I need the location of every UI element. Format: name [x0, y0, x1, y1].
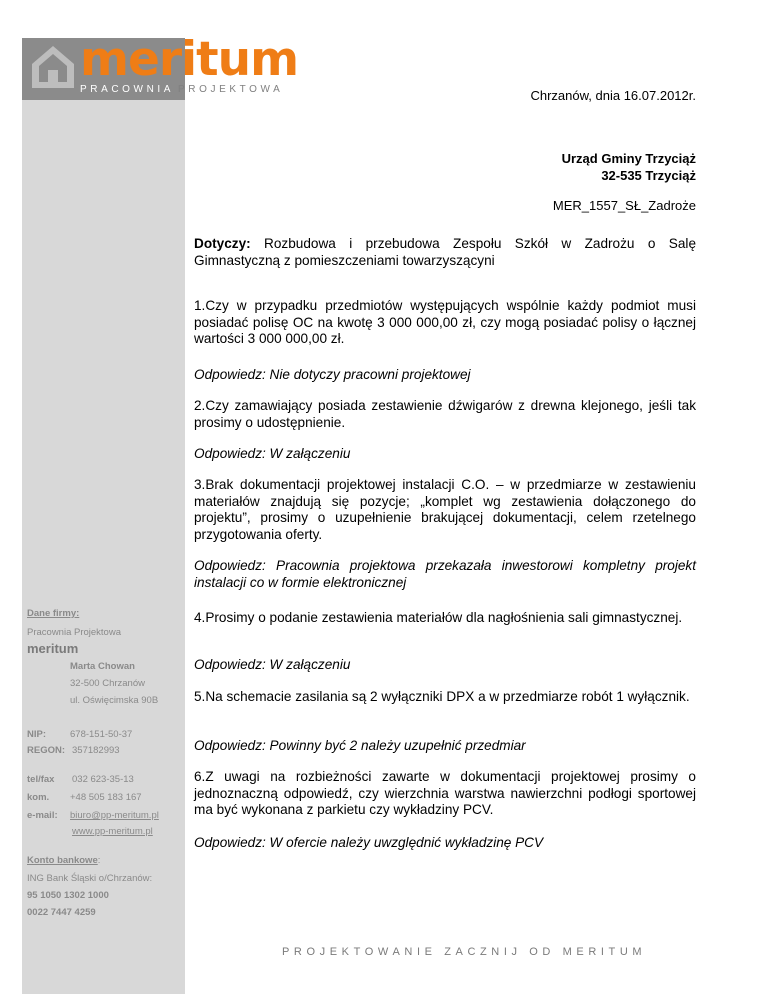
kom-label: kom. [27, 792, 50, 803]
question-5: 5.Na schemacie zasilania są 2 wyłączniki DPX a w przedmiarze robót 1 wyłącznik. [194, 689, 690, 704]
sidebar-panel [22, 38, 185, 994]
bank-name: ING Bank Śląski o/Chrzanów: [27, 873, 153, 884]
account-number-1: 95 1050 1302 1000 [27, 890, 109, 901]
email-link[interactable]: biuro@pp-meritum.pl [70, 810, 159, 821]
answer-2: Odpowiedz: W załączeniu [194, 446, 351, 461]
subject-text: Rozbudowa i przebudowa Zespołu Szkół w Zadrożu o Salę Gimnastyczną z pomieszczeniami towarzyszącyni [194, 236, 696, 268]
reference-number: MER_1557_SŁ_Zadroże [552, 198, 696, 213]
answer-4: Odpowiedz: W załączeniu [194, 657, 351, 672]
regon-value: 357182993 [72, 745, 120, 756]
question-2: 2.Czy zamawiający posiada zestawienie dźwigarów z drewna klejonego, jeśli tak prosimy o udostępnienie. [194, 398, 696, 430]
recipient-name: Urząd Gminy Trzyciąż [561, 151, 696, 166]
regon-label: REGON: [27, 745, 65, 756]
question-4: 4.Prosimy o podanie zestawienia materiałów dla nagłośnienia sali gimnastycznej. [194, 610, 683, 625]
answer-1: Odpowiedz: Nie dotyczy pracowni projektowej [194, 367, 471, 382]
logo-wordmark: meritum [80, 32, 299, 87]
logo-subtitle-left: PRACOWNIA [80, 84, 175, 95]
tel-value: 032 623-35-13 [72, 774, 134, 785]
tel-label: tel/fax [27, 774, 55, 785]
account-number-2: 0022 7447 4259 [27, 907, 96, 918]
footer-tagline: PROJEKTOWANIE ZACZNIJ OD MERITUM [282, 946, 647, 958]
question-1: 1.Czy w przypadku przedmiotów występujących wspólnie każdy podmiot musi posiadać polisę OC na kwotę 3 000 000,00 zł, czy mogą posiadać polisy o łącznej wartości 3 000 000,00 zł. [194, 298, 696, 346]
firm-heading: Dane firmy: [27, 608, 80, 619]
subject-line [194, 236, 696, 269]
recipient-address: 32-535 Trzyciąż [601, 168, 696, 183]
answer-5: Odpowiedz: Powinny być 2 należy uzupełnić przedmiar [194, 738, 526, 753]
recipient-block [562, 150, 696, 184]
subject-label: Dotyczy: [194, 236, 251, 251]
firm-line: Pracownia Projektowa [27, 627, 121, 638]
email-label: e-mail: [27, 810, 58, 821]
house-logo-icon [30, 44, 76, 90]
address-line-2: ul. Oświęcimska 90B [70, 695, 159, 706]
firm-name: meritum [27, 641, 79, 656]
answer-3: Odpowiedz: Pracownia projektowa przekazała inwestorowi kompletny projekt instalacji co w formie elektronicznej [194, 558, 696, 590]
kom-value: +48 505 183 167 [70, 792, 142, 803]
logo-subtitle-right: PROJEKTOWA [178, 84, 284, 95]
letter-date: Chrzanów, dnia 16.07.2012r. [530, 88, 696, 103]
answer-6: Odpowiedz: W ofercie należy uwzględnić wykładzinę PCV [194, 835, 544, 850]
nip-value: 678-151-50-37 [70, 729, 133, 740]
address-line-1: 32-500 Chrzanów [70, 678, 145, 689]
website-link[interactable]: www.pp-meritum.pl [72, 826, 153, 837]
contact-person: Marta Chowan [70, 661, 135, 672]
nip-label: NIP: [27, 729, 46, 740]
bank-heading: Konto bankowe: [27, 855, 101, 866]
question-6: 6.Z uwagi na rozbieżności zawarte w dokumentacji projektowej prosimy o jednoznaczną odpowiedź, czy wierzchnia warstwa nawierzchni podłogi sportowej ma być wykonana z parkietu czy wykładziny PCV. [194, 769, 696, 817]
question-3: 3.Brak dokumentacji projektowej instalacji C.O. – w przedmiarze w zestawieniu materiałów znajdują się pozycje; „komplet wg zestawienia dołączonego do projektu”, prosimy o uzupełnienie brakującej dokumentacji, celem rzetelnego przygotowania oferty. [194, 477, 696, 542]
